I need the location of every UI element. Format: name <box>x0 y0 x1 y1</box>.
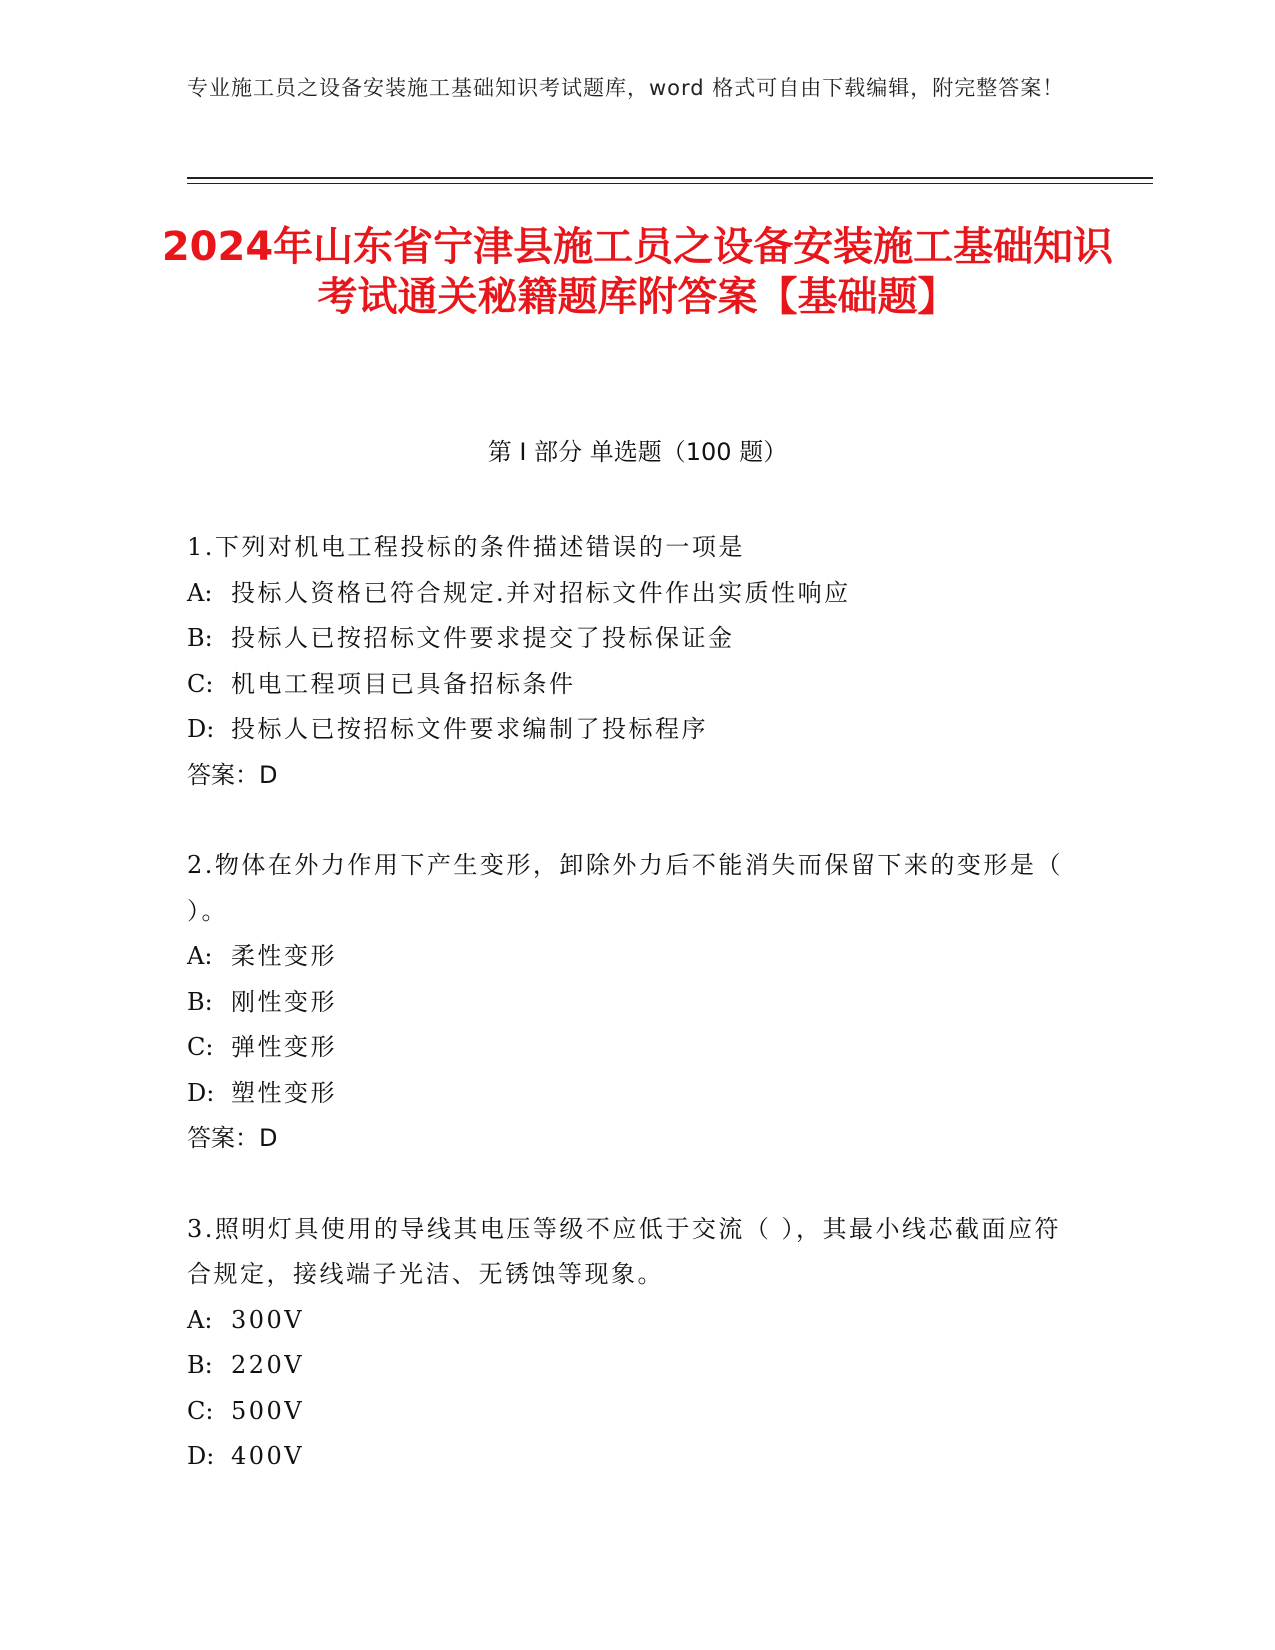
option-key: C: <box>187 669 214 698</box>
option-text: 500V <box>231 1396 305 1425</box>
option-text: 400V <box>231 1442 305 1470</box>
option-b <box>187 1343 1087 1389</box>
option-key: D: <box>187 1078 215 1107</box>
option-text: 刚性变形 <box>231 987 337 1016</box>
option-key: D: <box>187 1442 215 1470</box>
option-c <box>187 662 1087 708</box>
answer: 答案：D <box>187 1124 278 1152</box>
option-text: 塑性变形 <box>231 1078 337 1107</box>
header-rule-thick <box>187 177 1153 179</box>
option-text: 投标人资格已符合规定.并对招标文件作出实质性响应 <box>231 578 851 607</box>
option-d <box>187 1071 1087 1117</box>
option-key: D: <box>187 715 215 743</box>
option-a <box>187 571 1087 617</box>
option-d <box>187 1434 1087 1480</box>
header-rule-thin <box>187 183 1153 184</box>
question-2 <box>187 843 1087 1162</box>
document-title: 2024年山东省宁津县施工员之设备安装施工基础知识考试通关秘籍题库附答案【基础题】 <box>161 224 1114 320</box>
option-key: C: <box>187 1033 214 1061</box>
option-text: 投标人已按招标文件要求提交了投标保证金 <box>231 624 735 652</box>
option-text: 投标人已按招标文件要求编制了投标程序 <box>231 715 708 743</box>
option-key: A: <box>187 942 213 970</box>
option-text: 弹性变形 <box>231 1033 337 1061</box>
question-stem: 2.物体在外力作用下产生变形，卸除外力后不能消失而保留下来的变形是（ ）。 <box>187 851 1063 925</box>
option-b <box>187 980 1087 1026</box>
option-text: 220V <box>231 1351 305 1379</box>
option-c <box>187 1389 1087 1435</box>
option-a <box>187 934 1087 980</box>
option-text: 机电工程项目已具备招标条件 <box>231 669 576 698</box>
question-stem: 1.下列对机电工程投标的条件描述错误的一项是 <box>187 533 745 561</box>
option-key: A: <box>187 578 213 607</box>
option-text: 300V <box>231 1305 305 1334</box>
answer: 答案：D <box>187 760 278 789</box>
option-text: 柔性变形 <box>231 942 337 970</box>
question-list <box>187 525 1087 1480</box>
section-title: 第 I 部分 单选题（100 题） <box>487 438 788 466</box>
option-d <box>187 707 1087 753</box>
question-stem: 3.照明灯具使用的导线其电压等级不应低于交流（ ），其最小线芯截面应符合规定，接线端子光洁、无锈蚀等现象。 <box>187 1214 1062 1288</box>
header-note: 专业施工员之设备安装施工基础知识考试题库，word 格式可自由下载编辑，附完整答案！ <box>187 76 1065 100</box>
question-1 <box>187 525 1087 798</box>
option-a <box>187 1298 1087 1344</box>
option-key: B: <box>187 1351 213 1379</box>
option-key: B: <box>187 624 213 652</box>
question-3 <box>187 1207 1087 1480</box>
option-key: A: <box>187 1305 213 1334</box>
option-key: C: <box>187 1396 214 1425</box>
option-key: B: <box>187 987 213 1016</box>
option-b <box>187 616 1087 662</box>
option-c <box>187 1025 1087 1071</box>
